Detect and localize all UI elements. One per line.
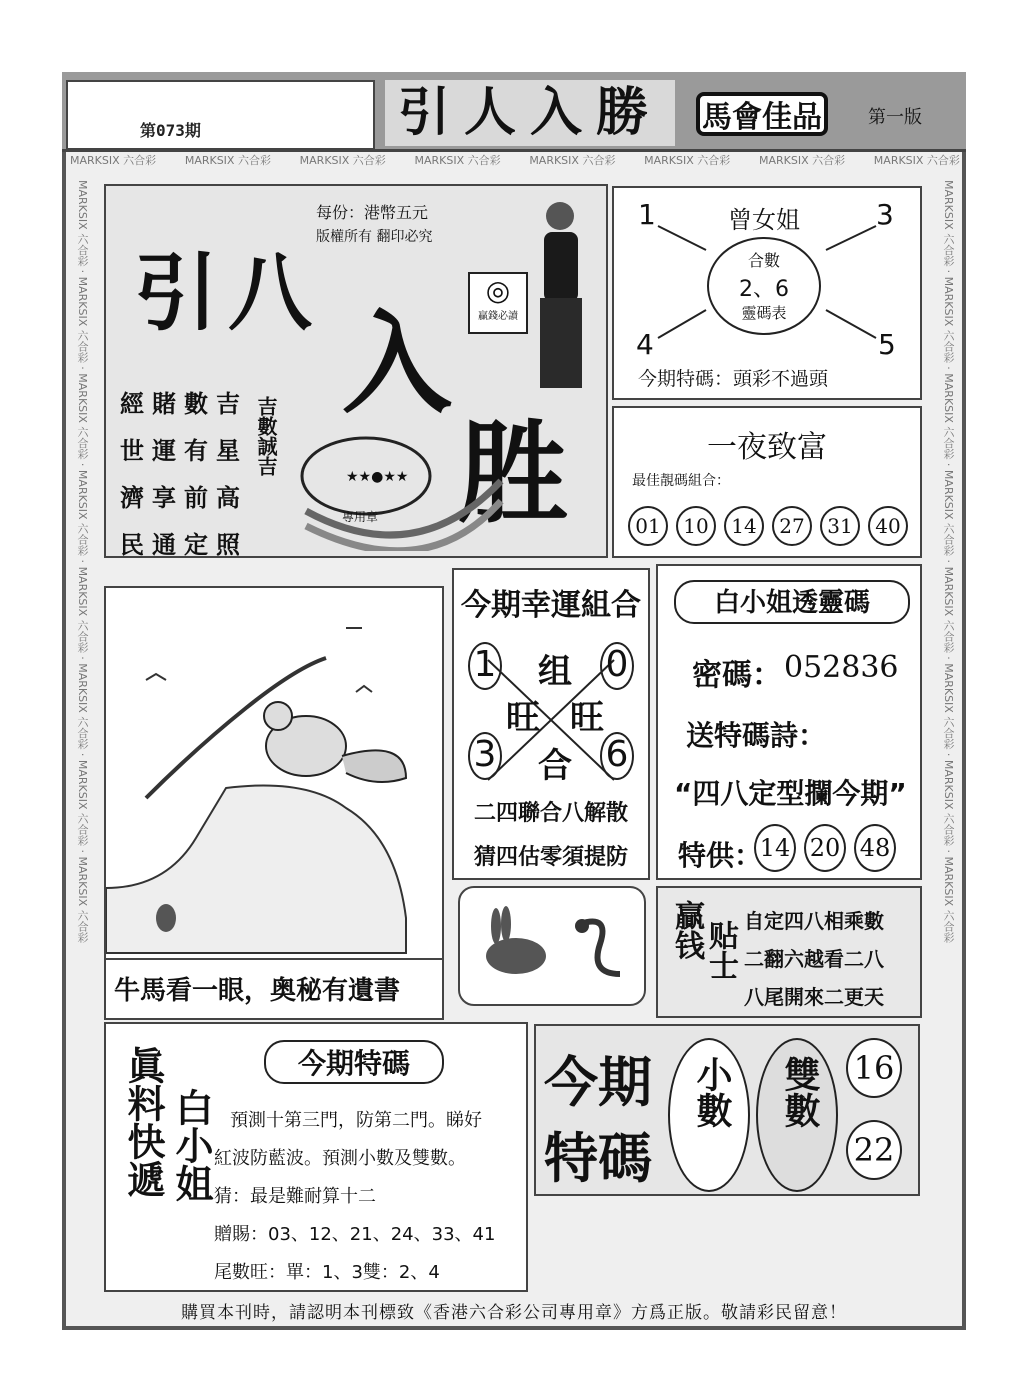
chart-num-3: 3: [876, 198, 894, 231]
miss-bai-panel: [656, 564, 922, 880]
copyright-text: 版權所有 翻印必究: [316, 229, 433, 245]
divider: [106, 958, 442, 960]
tip-line: 八尾開來二更天: [744, 985, 884, 1009]
tip-line: 二翻六越看二八: [744, 947, 884, 971]
chart-num-4: 4: [636, 328, 654, 361]
combo-num-tr: 0: [600, 642, 634, 690]
offer-numbers: [754, 824, 896, 872]
combo-panel: [452, 568, 650, 880]
chart-center-value: 2、6: [739, 277, 789, 302]
number-ball: 27: [772, 506, 812, 546]
footer-notice: 購買本刊時，請認明本刊標致《香港六合彩公司專用章》方爲正版。敬請彩民留意！: [181, 1303, 847, 1323]
special-small: 小數: [691, 1056, 732, 1128]
news-title: 今期特碼: [264, 1040, 444, 1084]
news-line: 預測十第三門，防第二門。睇好: [230, 1110, 482, 1131]
rich-title: 一夜致富: [707, 430, 827, 465]
man-figure-icon: [526, 194, 596, 394]
number-ball: 31: [820, 506, 860, 546]
poem-label: 送特碼詩：: [686, 719, 827, 752]
tips-side-1: 贏钱: [669, 900, 704, 960]
combo-title: 今期幸運組合: [461, 588, 641, 623]
tips-lines: [744, 902, 884, 1016]
miss-bai-title: 白小姐透靈碼: [674, 580, 910, 624]
chart-special: 今期特碼：頭彩不過頭: [638, 368, 829, 390]
news-side-2: 白小姐: [169, 1088, 213, 1202]
special-ball-1: 16: [846, 1038, 902, 1098]
combo-top: 组: [538, 652, 572, 692]
squirrel-caption: 牛馬看一眼，奥秘有遺書: [114, 976, 401, 1006]
big-title-1: 引八: [134, 244, 323, 342]
brand-logo: 馬會佳品: [696, 92, 828, 136]
number-ball: 10: [676, 506, 716, 546]
poem-line: 濟享前高: [120, 483, 248, 512]
issue-number: 第073期: [140, 121, 201, 140]
offer-ball: 20: [804, 824, 846, 872]
svg-text:★★●★★: ★★●★★: [346, 469, 409, 485]
combo-bottom: 合: [538, 746, 572, 786]
rich-numbers: [628, 506, 908, 546]
poem-line: 世運有星: [120, 436, 248, 465]
news-side-1: 眞料快遞: [121, 1046, 165, 1198]
poem-line: 經賭數吉: [120, 389, 248, 418]
news-line: 贈賜：03、12、21、24、33、41: [214, 1224, 496, 1245]
combo-num-bl: 3: [468, 732, 502, 780]
number-ball: 40: [868, 506, 908, 546]
chart-num-5: 5: [878, 328, 896, 361]
header-title: 引人入勝: [385, 80, 675, 146]
combo-line-1: 二四聯合八解散: [473, 801, 628, 826]
squirrel-illustration-icon: [106, 588, 442, 958]
combo-right: 旺: [570, 698, 604, 738]
seal-icon: ◎: [485, 274, 511, 307]
lucky-chart-panel: [612, 186, 922, 400]
news-panel: [104, 1022, 528, 1292]
combo-line-2: 猜四估零須提防: [473, 845, 628, 870]
combo-left: 旺: [506, 698, 540, 738]
offer-label: 特供：: [678, 839, 763, 872]
news-lines: [214, 1102, 495, 1292]
combo-num-br: 6: [600, 732, 634, 780]
poem-line: 民通定照: [120, 530, 248, 559]
rabbit-dragon-icon: [470, 904, 640, 994]
rich-subtitle: 最佳靚碼組合：: [632, 473, 730, 489]
code-value: 052836: [784, 650, 899, 685]
big-title-2: 入: [342, 300, 452, 428]
price-text: 每份：港幣五元: [316, 203, 429, 222]
cover-side-col: 吉數誠吉: [254, 396, 278, 476]
news-line: 紅波防藍波。預測小數及雙數。: [214, 1148, 466, 1169]
win-seal: ◎ 贏錢必讀: [468, 272, 528, 334]
tip-line: 自定四八相乘數: [744, 909, 884, 933]
special-double: 雙數: [779, 1056, 820, 1128]
big-title-3: 胜: [458, 409, 568, 538]
tips-side-2: 贴士: [703, 920, 738, 980]
chart-center-title: 合數: [747, 251, 780, 270]
combo-num-tl: 1: [468, 642, 502, 690]
number-ball: 14: [724, 506, 764, 546]
stamp-text: 專用章: [342, 510, 379, 524]
code-label: 密碼：: [692, 658, 782, 693]
cover-poem: [120, 384, 248, 560]
watermark-row-top: MARKSIX 六合彩 MARKSIX 六合彩 MARKSIX 六合彩 MARKSIX 六合彩 MARKSIX 六合彩 MARKSIX 六合彩 MARKSIX 六合彩 MARKSIX 六合彩: [70, 154, 960, 167]
tips-panel: [656, 886, 922, 1018]
poem-text: “四八定型攔今期”: [674, 777, 907, 810]
rich-panel: [612, 406, 922, 558]
animals-panel: [458, 886, 646, 1006]
squirrel-panel: [104, 586, 444, 1020]
watermark-col-right: MARKSIX 六合彩 · MARKSIX 六合彩 · MARKSIX 六合彩 · MARKSIX 六合彩 · MARKSIX 六合彩 · MARKSIX 六合彩 · MARKSIX 六合彩 · MARKSIX 六合彩: [942, 180, 955, 943]
special-ball-2: 22: [846, 1120, 902, 1180]
edition-label: 第一版: [868, 107, 922, 128]
cover-panel: [104, 184, 608, 558]
number-ball: 01: [628, 506, 668, 546]
stamp-swoosh: [296, 421, 506, 551]
watermark-col-left: MARKSIX 六合彩 · MARKSIX 六合彩 · MARKSIX 六合彩 · MARKSIX 六合彩 · MARKSIX 六合彩 · MARKSIX 六合彩 · MARKSIX 六合彩 · MARKSIX 六合彩: [76, 180, 89, 943]
offer-ball: 14: [754, 824, 796, 872]
offer-ball: 48: [854, 824, 896, 872]
news-line: 猜：最是難耐算十二: [214, 1186, 376, 1207]
special-panel: [534, 1024, 920, 1196]
special-title-1: 今期: [544, 1051, 652, 1114]
chart-name: 曾女姐: [728, 206, 800, 234]
special-title-2: 特碼: [544, 1127, 652, 1190]
chart-center-sub: 靈碼表: [741, 304, 787, 322]
chart-num-1: 1: [638, 198, 656, 231]
news-line: 尾數旺：單：1、3雙：2、4: [214, 1262, 440, 1283]
